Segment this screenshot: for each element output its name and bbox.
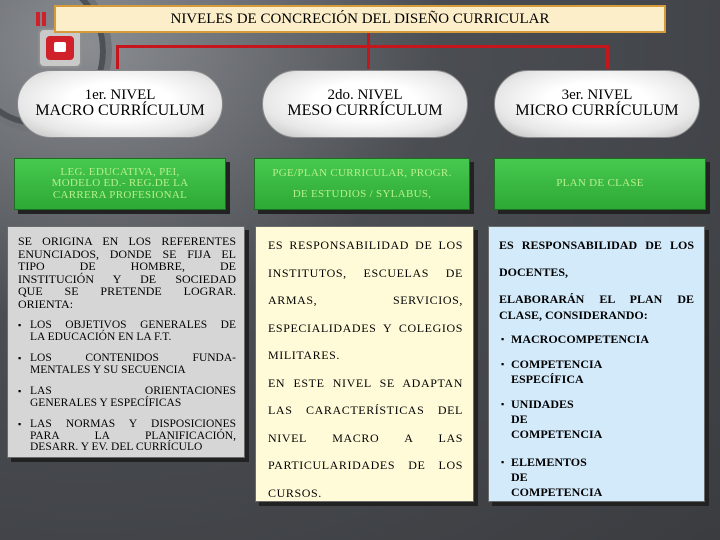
item-line: ▪ ELEMENTOS xyxy=(511,455,587,469)
docs-meso xyxy=(254,158,470,210)
intro-line: INSTITUCIÓN Y DE SOCIEDAD xyxy=(18,271,236,286)
meso-line: INSTITUTOS, ESCUELAS DE xyxy=(268,265,463,280)
docs-micro xyxy=(494,158,706,210)
item-row xyxy=(511,397,694,427)
micro-description-panel xyxy=(488,226,705,502)
intro-line: ORIENTA: xyxy=(18,296,74,311)
item-line: DESARR. Y EV. DEL CURRÍCULO xyxy=(30,441,203,453)
intro-line: QUE SE PRETENDE LOGRAR. xyxy=(18,284,236,298)
intro-line: ENUNCIADOS, DONDE SE FIJA EL xyxy=(18,246,236,261)
meso-line: PARTICULARIDADES DE LOS xyxy=(268,458,463,472)
docs-line: PGE/PLAN CURRICULAR, PROGR. xyxy=(272,166,452,179)
meso-line: MILITARES. xyxy=(268,348,341,362)
docs-line: CARRERA PROFESIONAL xyxy=(52,188,188,201)
connector-center xyxy=(367,45,370,69)
emblem-logo xyxy=(38,28,82,68)
meso-line: CURSOS. xyxy=(268,485,322,500)
level-meso xyxy=(262,70,468,138)
micro-line: ES RESPONSABILIDAD DE LOS xyxy=(499,238,694,252)
item-line: DE xyxy=(511,412,528,426)
meso-description-panel xyxy=(255,226,474,502)
micro-item xyxy=(499,332,694,347)
item-row xyxy=(511,455,694,485)
connector-horizontal xyxy=(117,45,608,48)
level-micro xyxy=(494,70,700,138)
micro-item xyxy=(499,455,694,500)
connector-right xyxy=(606,45,609,69)
meso-line: EN ESTE NIVEL SE ADAPTAN xyxy=(268,375,463,390)
docs-line: MODELO ED.- REG.DE LA xyxy=(51,177,189,190)
level-name: MESO CURRÍCULUM xyxy=(287,102,443,120)
item-line: PARA LA PLANIFICACIÓN, xyxy=(30,429,236,442)
item-line: ▪ LOS OBJETIVOS GENERALES DE xyxy=(30,319,236,331)
macro-list xyxy=(18,320,236,454)
meso-line: LAS CARACTERÍSTICAS DEL xyxy=(268,403,463,417)
list-item xyxy=(18,386,236,409)
intro-line: SE ORIGINA EN LOS REFERENTES xyxy=(18,234,236,248)
item-line: ▪ COMPETENCIA xyxy=(511,357,603,371)
level-macro xyxy=(17,70,223,138)
connector-left xyxy=(116,45,119,69)
meso-line: ESPECIALIDADES Y COLEGIOS xyxy=(268,320,463,335)
level-number: 3er. NIVEL xyxy=(561,86,633,103)
level-number: 2do. NIVEL xyxy=(327,86,403,103)
item-line: COMPETENCIA xyxy=(511,485,603,499)
macro-description-panel xyxy=(7,226,245,458)
meso-line: ES RESPONSABILIDAD DE LOS xyxy=(268,238,463,252)
item-line: ▪ MACROCOMPETENCIA xyxy=(511,332,649,346)
level-name: MACRO CURRÍCULUM xyxy=(35,102,205,120)
docs-line: PLAN DE CLASE xyxy=(556,177,644,190)
item-line: LA EDUCACIÓN EN LA F.T. xyxy=(30,330,172,343)
micro-line: DOCENTES, xyxy=(499,265,569,279)
item-line: ESPECÍFICA xyxy=(511,372,584,386)
docs-line: LEG. EDUCATIVA, PEI, xyxy=(60,165,180,178)
micro-item xyxy=(499,397,694,442)
docs-macro xyxy=(14,158,226,210)
item-line: GENERALES Y ESPECÍFICAS xyxy=(30,396,182,409)
item-line: DE xyxy=(511,470,528,484)
item-line: ▪ LOS CONTENIDOS FUNDA- xyxy=(30,352,236,364)
item-line: COMPETENCIA xyxy=(511,427,603,441)
level-name: MICRO CURRÍCULUM xyxy=(515,102,679,120)
micro-item xyxy=(499,357,694,387)
item-line: ▪ UNIDADES xyxy=(511,397,574,411)
intro-line: TIPO DE HOMBRE, DE xyxy=(18,259,236,273)
docs-line: DE ESTUDIOS / SYLABUS, xyxy=(292,187,432,200)
list-item xyxy=(18,419,236,454)
macro-intro xyxy=(18,235,236,310)
meso-line: ARMAS, SERVICIOS, xyxy=(268,293,463,307)
item-line: MENTALES Y SU SECUENCIA xyxy=(30,363,186,376)
item-line: ▪ LAS NORMAS Y DISPOSICIONES xyxy=(30,418,236,430)
item-line: ▪ LAS ORIENTACIONES xyxy=(30,385,236,397)
micro-line: ELABORARÁN EL PLAN DE xyxy=(499,292,694,306)
list-item xyxy=(18,320,236,343)
diagram-title: NIVELES DE CONCRECIÓN DEL DISEÑO CURRICULAR xyxy=(54,5,666,33)
level-number: 1er. NIVEL xyxy=(84,86,156,103)
list-item xyxy=(18,353,236,376)
meso-line: NIVEL MACRO A LAS xyxy=(268,430,463,445)
micro-line: CLASE, CONSIDERANDO: xyxy=(499,308,648,322)
